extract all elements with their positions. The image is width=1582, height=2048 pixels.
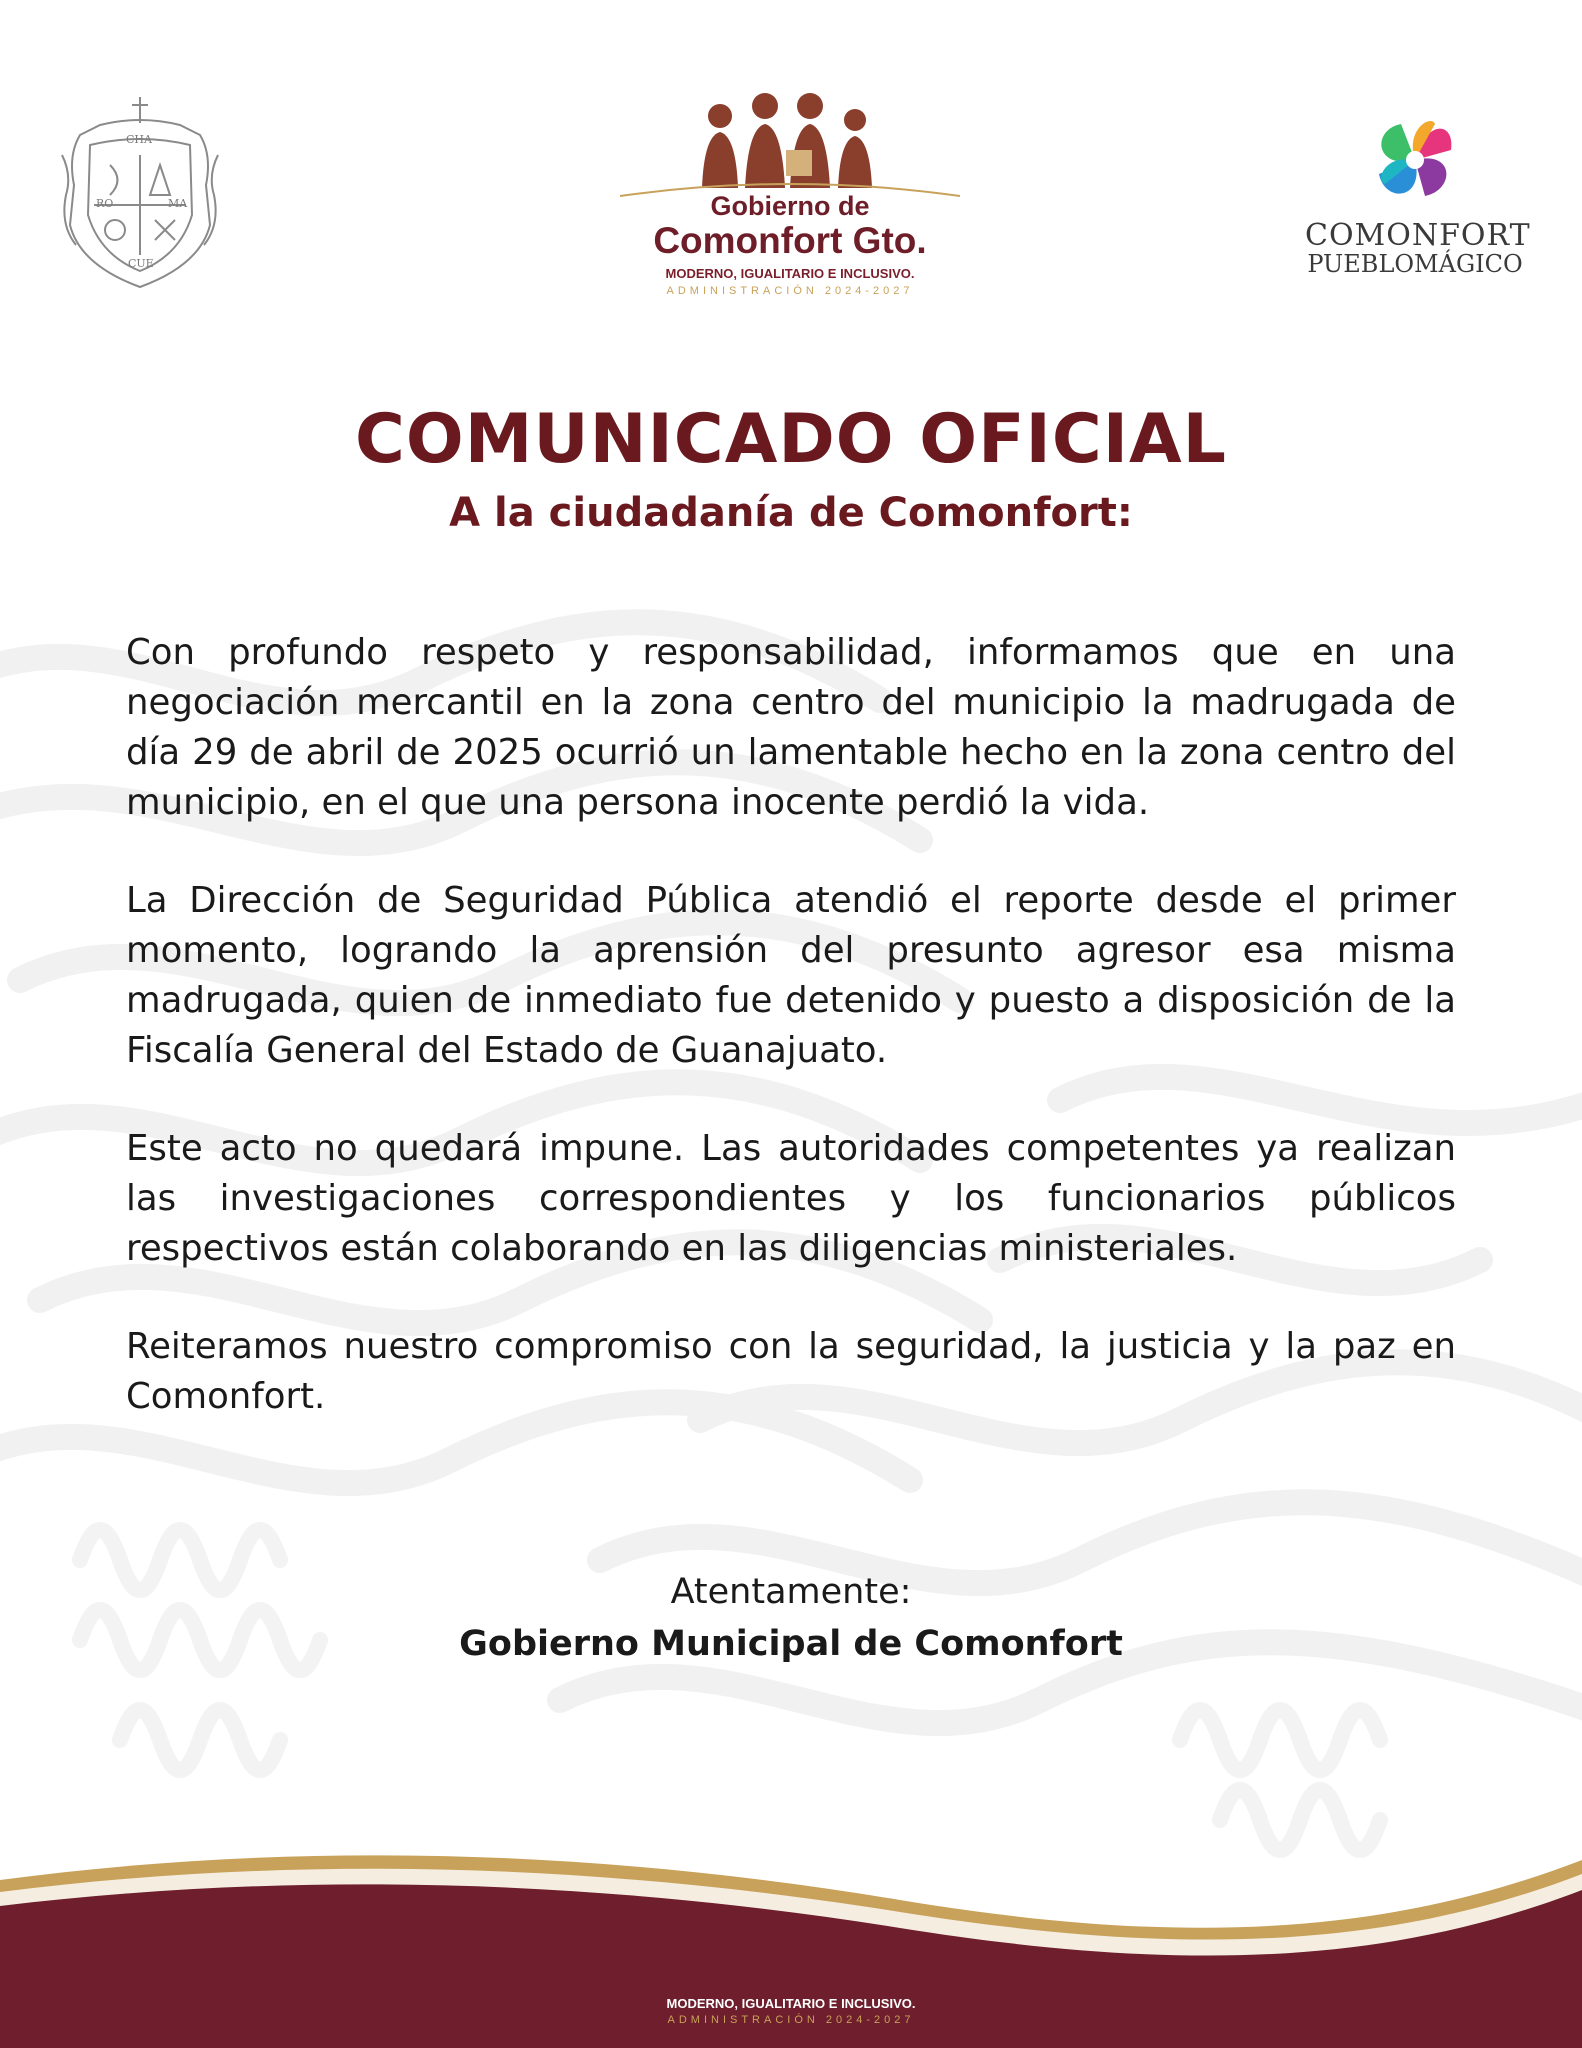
signature: Gobierno Municipal de Comonfort bbox=[459, 1624, 1123, 1664]
gov-logo-slogan: MODERNO, IGUALITARIO E INCLUSIVO. bbox=[665, 266, 915, 281]
coat-of-arms-icon bbox=[60, 95, 220, 295]
page-title: COMUNICADO OFICIAL bbox=[355, 400, 1227, 479]
footer-administration: ADMINISTRACIÓN 2024-2027 bbox=[667, 2014, 915, 2026]
pueblo-magico-logo bbox=[1305, 110, 1531, 285]
gov-logo-line2: Comonfort Gto. bbox=[653, 220, 927, 261]
closing-text: Atentamente: bbox=[670, 1572, 912, 1612]
coat-lettering-ma: MA bbox=[168, 197, 188, 210]
gov-logo-administration: ADMINISTRACIÓN 2024-2027 bbox=[666, 285, 914, 297]
paragraph: La Dirección de Seguridad Pública atendió el reporte desde el primer momento, logrando la aprensión del presunto agresor esa misma madrugada, quien de inmediato fue detenido y puesto a disposición de la Fiscalía General del Estado de Guanajuato. bbox=[126, 880, 1456, 1071]
footer-slogan: MODERNO, IGUALITARIO E INCLUSIVO. bbox=[666, 1996, 916, 2011]
historic-figures-icon bbox=[690, 88, 890, 188]
pueblo-magico-line1: COMONFORT bbox=[1305, 218, 1531, 253]
coat-lettering-cha: CHA bbox=[126, 133, 152, 146]
coat-lettering-cue: CUE bbox=[128, 257, 154, 270]
pueblo-magico-line2: PUEBLOMÁGICO bbox=[1307, 250, 1523, 278]
paragraph: Con profundo respeto y responsabilidad, informamos que en una negociación mercantil en la zona centro del municipio la madrugada de día 29 de abril de 2025 ocurrió un lamentable hecho en la zona centro del municipio, en el que una persona inocente perdió la vida. bbox=[126, 632, 1456, 823]
gov-logo-line1: Gobierno de bbox=[710, 191, 870, 221]
paragraph: Este acto no quedará impune. Las autoridades competentes ya realizan las investigaciones correspondientes y los funcionarios públicos respectivos están colaborando en las diligencias ministeriales. bbox=[126, 1128, 1456, 1269]
statement-body bbox=[126, 628, 1456, 1470]
government-logo bbox=[615, 88, 965, 303]
paragraph: Reiteramos nuestro compromiso con la seguridad, la justicia y la paz en Comonfort. bbox=[126, 1326, 1456, 1417]
pueblo-magico-flower-icon bbox=[1365, 110, 1465, 210]
page-subtitle: A la ciudadanía de Comonfort: bbox=[449, 490, 1133, 536]
coat-lettering-ro: RO bbox=[96, 197, 114, 210]
